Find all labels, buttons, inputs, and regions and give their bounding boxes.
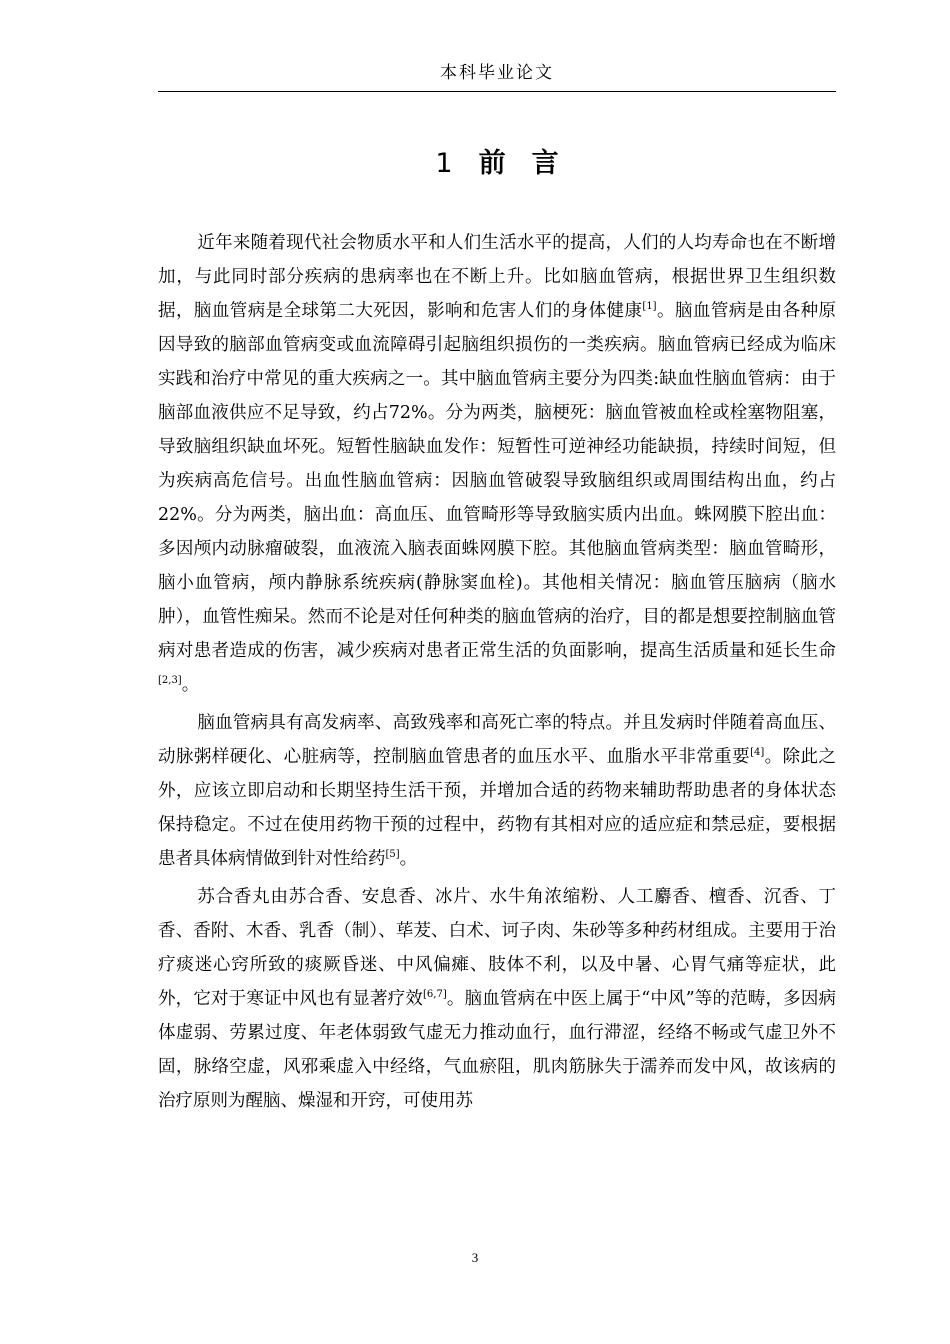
chapter-number: 1 — [435, 148, 453, 179]
citation: [5] — [385, 849, 400, 860]
paragraph — [158, 706, 836, 876]
citation: [6,7] — [423, 989, 447, 1000]
paragraph-text: 。 — [181, 675, 200, 695]
paragraph-text: 。脑血管病是由各种原因导致的脑部血管病变或血流障碍引起脑组织损伤的一类疾病。脑血管病已经成为临床实践和治疗中常见的重大疾病之一。其中脑血管病主要分为四类:缺血性脑血管病：由于脑部血液供应不足导致，约占72%。分为两类，脑梗死：脑血管被血栓或栓塞物阻塞，导致脑组织缺血坏死。短暂性脑缺血发作：短暂性可逆神经功能缺损，持续时间短，但为疾病高危信号。出血性脑血管病：因脑血管破裂导致脑组织或周围结构出血，约占22%。分为两类，脑出血：高血压、血管畸形等导致脑实质内出血。蛛网膜下腔出血：多因颅内动脉瘤破裂，血液流入脑表面蛛网膜下腔。其他脑血管病类型：脑血管畸形，脑小血管病，颅内静脉系统疾病(静脉窦血栓)。其他相关情况：脑血管压脑病（脑水肿），血管性痴呆。然而不论是对任何种类的脑血管病的治疗，目的都是想要控制脑血管病对患者造成的伤害，减少疾病对患者正常生活的负面影响，提高生活质量和延长生命 — [158, 301, 837, 661]
paragraph-text: 。除此之外，应该立即启动和长期坚持生活干预，并增加合适的药物来辅助帮助患者的身体状态保持稳定。不过在使用药物干预的过程中，药物有其相对应的适应症和禁忌症，要根据患者具体病情做到针对性给药 — [158, 747, 836, 869]
page-number: 3 — [471, 1250, 479, 1265]
body-text — [158, 226, 836, 1122]
citation: [1] — [642, 301, 657, 312]
chapter-title: 前言 — [478, 148, 585, 179]
paragraph-text: 近年来随着现代社会物质水平和人们生活水平的提高，人们的人均寿命也在不断增加，与此同时部分疾病的患病率也在不断上升。比如脑血管病，根据世界卫生组织数据，脑血管病是全球第二大死因，影响和危害人们的身体健康 — [158, 233, 836, 321]
paragraph — [158, 226, 836, 702]
paragraph-text: 苏合香丸由苏合香、安息香、冰片、水牛角浓缩粉、人工麝香、檀香、沉香、丁香、香附、木香、乳香（制）、荜茇、白术、诃子肉、朱砂等多种药材组成。主要用于治疗痰迷心窍所致的痰厥昏迷、中风偏瘫、肢体不利，以及中暑、心胃气痛等症状，此外，它对于寒证中风也有显著疗效 — [158, 887, 836, 1009]
citation: [4] — [750, 747, 765, 758]
running-header — [158, 60, 836, 92]
running-header-title: 本科毕业论文 — [440, 63, 554, 83]
paragraph-text: 。 — [399, 849, 418, 869]
paragraph — [158, 880, 836, 1118]
paragraph-text: 。脑血管病在中医上属于“中风”等的范畴，多因病体虚弱、劳累过度、年老体弱致气虚无力推动血行，血行滞涩，经络不畅或气虚卫外不固，脉络空虚，风邪乘虚入中经络，气血瘀阻，肌肉筋脉失于濡养而发中风，故该病的治疗原则为醒脑、燥湿和开窍，可使用苏 — [158, 989, 836, 1111]
chapter-heading — [158, 140, 836, 188]
paragraph-text: 脑血管病具有高发病率、高致残率和高死亡率的特点。并且发病时伴随着高血压、动脉粥样硬化、心脏病等，控制脑血管患者的血压水平、血脂水平非常重要 — [158, 713, 836, 767]
citation: [2,3] — [158, 675, 182, 686]
